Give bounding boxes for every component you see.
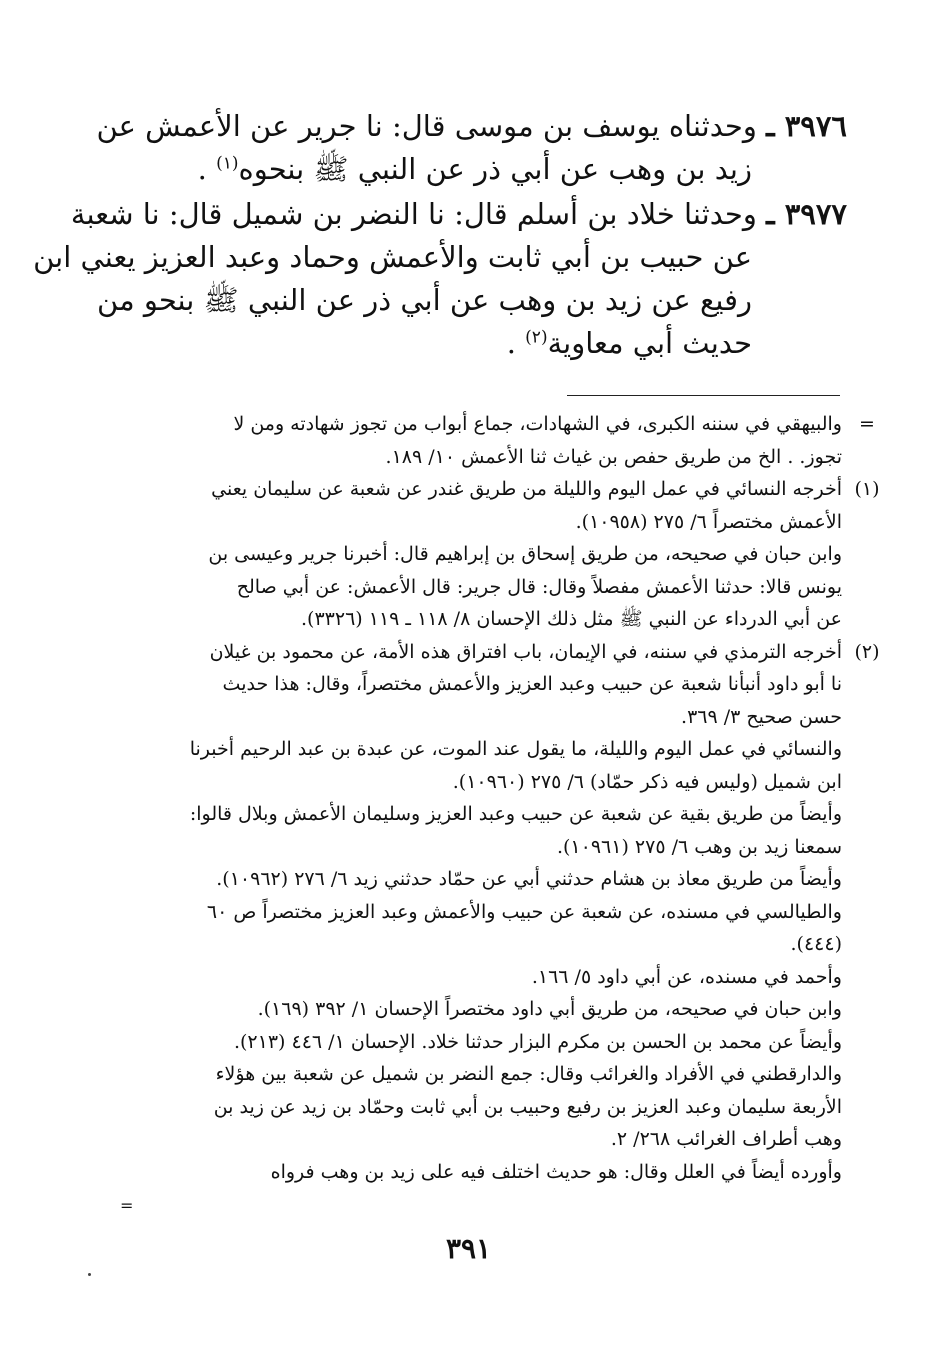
footnote-text: والنسائي في عمل اليوم والليلة، ما يقول عند الموت، عن عبدة بن عبد الرحيم أخبرنا (189, 738, 842, 760)
hadith-text: زيد بن وهب عن أبي ذر عن النبي ﷺ بنحوه (238, 152, 752, 186)
footnote-line (130, 506, 842, 539)
footnote-line (130, 896, 842, 929)
page-number: ٣٩١ (445, 1232, 492, 1265)
footnote-line (130, 538, 842, 571)
footnote-marker: = (859, 413, 875, 435)
footnote-text: وهب أطراف الغرائب ٢٦٨/ ٢. (610, 1128, 842, 1150)
hadith-line (96, 105, 847, 148)
hadith-text: وحدثنا خلاد بن أسلم قال: نا النضر بن شميل قال: نا شعبة (70, 197, 757, 231)
footnote-text: وأيضاً من طريق معاذ بن هشام حدثني أبي عن حمّاد حدثني زيد ٦/ ٢٧٦ (١٠٩٦٢). (216, 868, 842, 890)
footnote-line (130, 863, 842, 896)
footnote-text: والطيالسي في مسنده، عن شعبة عن حبيب والأعمش وعبد العزيز مختصراً ص ٦٠ (206, 900, 842, 923)
footnote-ref: (١) (216, 153, 239, 174)
footnote-text: أخرجه الترمذي في سننه، في الإيمان، باب افتراق هذه الأمة، عن محمود بن غيلان (209, 640, 842, 663)
footnote-line (130, 766, 842, 799)
footnote-ref: (٢) (525, 327, 548, 348)
footnote-line (130, 1123, 842, 1156)
footnotes (130, 408, 880, 1188)
footnote-text: والبيهقي في سننه الكبرى، في الشهادات، جماع أبواب من تجوز شهادته ومن لا (233, 413, 842, 435)
footnote-line (130, 636, 880, 669)
hadith-text: عن حبيب بن أبي ثابت والأعمش وحماد وعبد العزيز يعني ابن (33, 240, 752, 274)
footnote-line (130, 571, 842, 604)
print-speck (88, 1273, 91, 1276)
footnote-text: وأيضاً عن محمد بن الحسن بن مكرم البزار حدثنا خلاد. الإحسان ١/ ٤٤٦ (٢١٣). (233, 1030, 842, 1053)
hadith-line (70, 193, 847, 236)
hadith-number: ٣٩٧٦ ـ (766, 109, 847, 143)
footnote-separator (567, 395, 840, 396)
hadith-end: . (197, 152, 217, 186)
footnote-marker: (١) (854, 478, 880, 500)
hadith-line (33, 236, 847, 279)
hadith-text: رفيع عن زيد بن وهب عن أبي ذر عن النبي ﷺ بنحو من (97, 283, 752, 317)
hadith-line (135, 322, 847, 365)
footnote-line (130, 961, 842, 994)
footnote-line (130, 1026, 842, 1059)
footnote-line (130, 928, 842, 961)
footnote-text: تجوز. . الخ من طريق حفص بن غياث ثنا الأعمش ١٠/ ١٨٩. (385, 445, 842, 468)
footnote-continued (130, 408, 875, 473)
footnote-1 (130, 473, 880, 636)
footnote-line (130, 733, 842, 766)
hadith-number: ٣٩٧٧ ـ (766, 197, 847, 231)
footnote-text: أخرجه النسائي في عمل اليوم والليلة من طريق غندر عن شعبة عن سليمان يعني (211, 478, 842, 500)
footnote-text: نا أبو داود أنبأنا شعبة عن حبيب وعبد العزيز والأعمش مختصراً، وقال: هذا حديث (222, 673, 842, 695)
hadith-3977 (33, 193, 847, 365)
footnote-line (130, 1091, 842, 1124)
hadith-line (97, 279, 847, 322)
footnote-text: (٤٤٤). (790, 933, 842, 955)
hadith-end: . (506, 326, 526, 360)
footnote-line (130, 993, 842, 1026)
hadith-3976 (96, 105, 847, 191)
footnote-line (130, 473, 880, 506)
footnote-line (130, 408, 875, 441)
footnote-text: وأورده أيضاً في العلل وقال: هو حديث اختلف فيه على زيد بن وهب فرواه (270, 1160, 842, 1183)
footnote-line (130, 798, 842, 831)
footnote-line (130, 1156, 842, 1189)
footnote-text: والدارقطني في الأفراد والغرائب وقال: جمع النضر بن شميل عن شعبة بين هؤلاء (215, 1063, 842, 1085)
footnote-line (130, 603, 842, 636)
footnote-text: وابن حبان في صحيحه، من طريق أبي داود مختصراً الإحسان ١/ ٣٩٢ (١٦٩). (257, 998, 842, 1020)
hadith-text: حديث أبي معاوية (547, 326, 752, 360)
footnote-2 (130, 636, 880, 1189)
hadith-line (135, 148, 847, 191)
footnote-text: ابن شميل (وليس فيه ذكر حمّاد) ٦/ ٢٧٥ (١٠٩٦٠). (452, 770, 842, 793)
footnote-line (130, 441, 842, 474)
footnote-text: يونس قالا: حدثنا الأعمش مفصلاً وقال: قال جرير: قال الأعمش: عن أبي صالح (236, 575, 842, 598)
footnote-text: عن أبي الدرداء عن النبي ﷺ مثل ذلك الإحسان ٨/ ١١٨ ـ ١١٩ (٣٣٢٦). (301, 608, 842, 630)
footnote-line (130, 701, 842, 734)
footnote-line (130, 831, 842, 864)
footnote-text: الأربعة سليمان وعبد العزيز بن رفيع وحبيب بن أبي ثابت وحمّاد بن زيد عن زيد بن (213, 1095, 842, 1118)
footnote-marker: (٢) (854, 640, 880, 663)
footnote-line (130, 1058, 842, 1091)
footnote-text: حسن صحيح ٣/ ٣٦٩. (681, 705, 842, 728)
footnote-text: وابن حبان في صحيحه، من طريق إسحاق بن إبراهيم قال: أخبرنا جرير وعيسى بن (208, 543, 842, 565)
footnote-text: وأحمد في مسنده، عن أبي داود ٥/ ١٦٦. (531, 965, 842, 988)
hadith-text: وحدثناه يوسف بن موسى قال: نا جرير عن الأعمش عن (96, 109, 757, 143)
footnote-line (130, 668, 842, 701)
footnote-text: سمعنا زيد بن وهب ٦/ ٢٧٥ (١٠٩٦١). (556, 835, 842, 858)
continuation-mark: = (120, 1196, 134, 1215)
footnote-text: وأيضاً من طريق بقية عن شعبة عن حبيب وعبد العزيز وسليمان الأعمش وبلال قالوا: (189, 803, 842, 825)
footnote-text: الأعمش مختصراً ٦/ ٢٧٥ (١٠٩٥٨). (575, 510, 842, 533)
